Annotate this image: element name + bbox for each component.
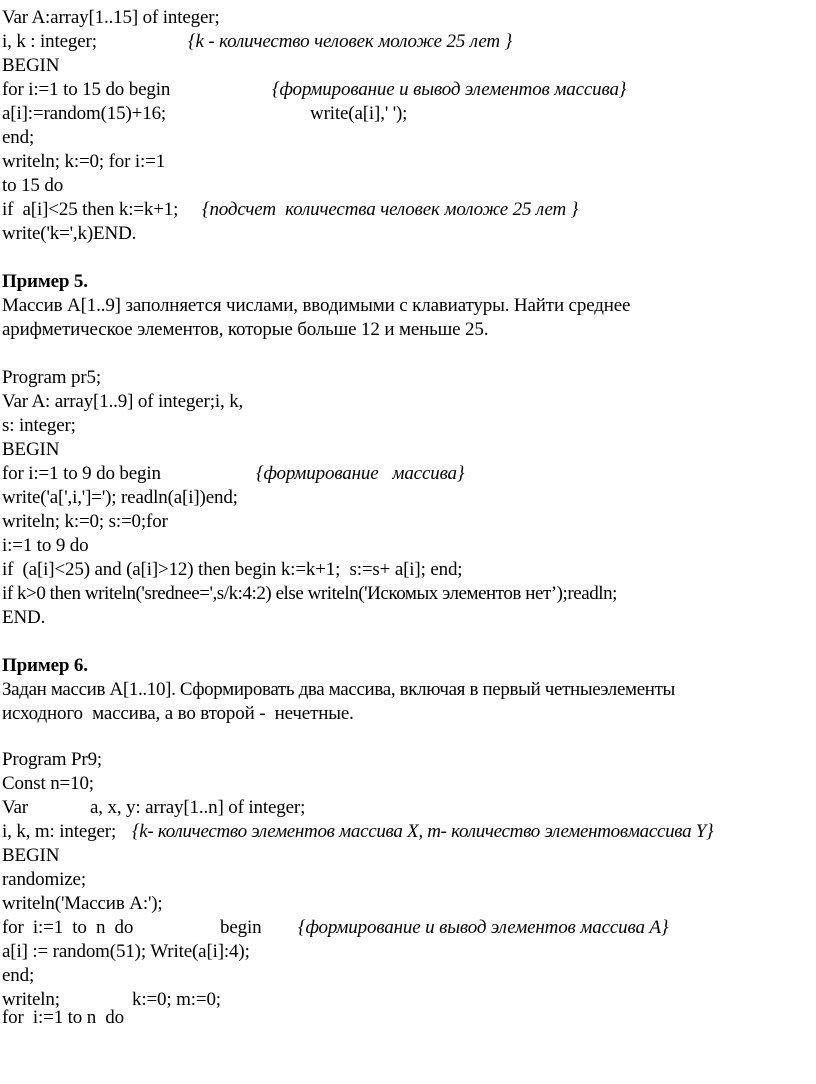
code-line <box>2 198 579 222</box>
code-comment: {k - количество человек моложе 25 лет } <box>188 31 513 52</box>
code-text: k:=0; m:=0; <box>132 989 221 1010</box>
code-text: i:=1 to 9 do <box>2 535 89 556</box>
code-comment: {формирование массива} <box>256 463 465 484</box>
code-line <box>2 796 306 820</box>
code-text: begin <box>220 917 262 938</box>
code-text: for i:=1 to n do <box>2 1007 125 1028</box>
code-text: BEGIN <box>2 55 60 76</box>
code-text: writeln; k:=0; for i:=1 <box>2 151 166 172</box>
code-text: to 15 do <box>2 175 64 196</box>
code-text: Program Pr9; <box>2 749 103 770</box>
code-text: writeln; <box>2 989 60 1010</box>
code-text: end; <box>2 965 35 986</box>
code-comment: {k- количество элементов массива X, m- количество элементовмассива Y} <box>132 821 714 842</box>
code-text: if a[i]<25 then k:=k+1; <box>2 199 179 220</box>
code-line <box>2 820 714 844</box>
code-text: Var A: array[1..9] of integer;i, k, <box>2 391 244 412</box>
code-text: i, k, m: integer; <box>2 821 117 842</box>
code-text: Program pr5; <box>2 367 101 388</box>
code-text: randomize; <box>2 869 86 890</box>
code-text: writeln; k:=0; s:=0;for <box>2 511 168 532</box>
code-text: write(a[i],' '); <box>310 103 408 124</box>
code-comment: {формирование и вывод элементов массива А} <box>298 917 669 938</box>
code-text: for i:=1 to n do <box>2 917 134 938</box>
code-text: BEGIN <box>2 845 60 866</box>
description-text: арифметическое элементов, которые больше 12 и меньше 25. <box>2 319 489 340</box>
code-text: Var <box>2 797 28 818</box>
code-text: if (a[i]<25) and (a[i]>12) then begin k:=k+1; s:=s+ a[i]; end; <box>2 559 463 580</box>
heading-text: Пример 5. <box>2 271 88 292</box>
code-text: Var A:array[1..15] of integer; <box>2 7 220 28</box>
code-comment: {формирование и вывод элементов массива} <box>272 79 627 100</box>
code-text: for i:=1 to 9 do begin <box>2 463 161 484</box>
description-text: Массив А[1..9] заполняется числами, вводимыми с клавиатуры. Найти среднее <box>2 295 631 316</box>
code-text: END. <box>2 607 46 628</box>
code-comment: {подсчет количества человек моложе 25 лет } <box>202 199 579 220</box>
code-text: a[i]:=random(15)+16; <box>2 103 167 124</box>
code-text: a, x, y: array[1..n] of integer; <box>90 797 306 818</box>
code-text: s: integer; <box>2 415 76 436</box>
heading-text: Пример 6. <box>2 655 88 676</box>
code-text: if k>0 then writeln('srednee=',s/k:4:2) else writeln('Искомых элементов нет’);readln; <box>2 583 617 604</box>
code-text: i, k : integer; <box>2 31 97 52</box>
code-text: write('a[',i,']='); readln(a[i])end; <box>2 487 238 508</box>
code-line <box>2 30 513 54</box>
code-text: Const n=10; <box>2 773 94 794</box>
code-text: end; <box>2 127 35 148</box>
code-line <box>2 916 669 940</box>
code-text: writeln('Массив А:'); <box>2 893 163 914</box>
code-text: BEGIN <box>2 439 60 460</box>
code-text: a[i] := random(51); Write(a[i]:4); <box>2 941 250 962</box>
code-text: for i:=1 to 15 do begin <box>2 79 171 100</box>
code-line <box>2 78 627 102</box>
code-line <box>2 462 465 486</box>
code-text: write('k=',k)END. <box>2 223 137 244</box>
description-text: исходного массива, а во второй - нечетные. <box>2 703 354 724</box>
description-text: Задан массив А[1..10]. Сформировать два массива, включая в первый четныеэлементы <box>2 679 675 700</box>
code-line <box>2 102 408 126</box>
